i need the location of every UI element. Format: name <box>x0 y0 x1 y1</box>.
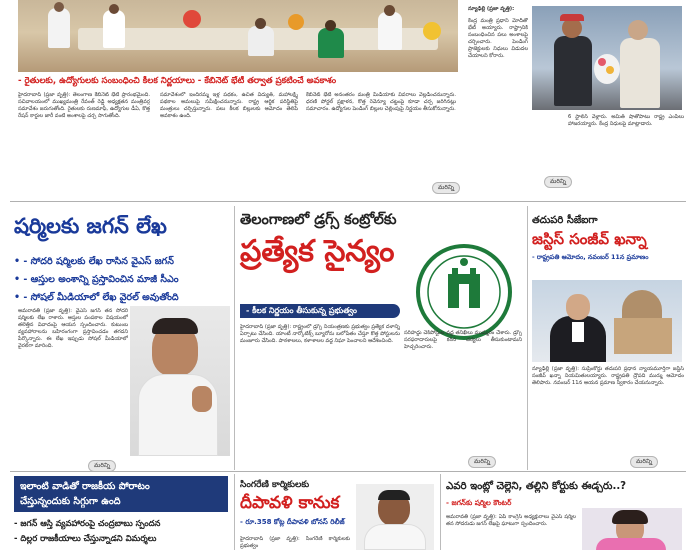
drugs-title-line2: ప్రత్యేక సైన్యం <box>240 234 395 269</box>
sharmila-bullet-3: • - సోషల్ మీడియాలో లేఖ వైరల్ అవుతోంది <box>14 292 179 305</box>
sharmila-title: షర్మిలకు జగన్ లేఖ <box>14 214 167 238</box>
telangana-seal <box>404 240 524 340</box>
justice-more-button[interactable]: మరిన్ని <box>630 456 658 468</box>
cabinet-story-col2: సమావేశంలో ఇందిరమ్మ ఇళ్ల పథకం, ఉచిత విద్యుత్, మహాలక్ష్మి పథకాల అమలుపై సమీక్షించనున్నారు. రాష్ట్ర ఆర్థిక పరిస్థితిపై మంత్రులు చర్చిస్తున్నారు. పలు కీలక బిల్లులకు ఆమోదం తెలిపే అవకాశం ఉంది. <box>160 92 298 119</box>
chandrababu-bullet-2: - దిల్లర రాజకీయాలు చేస్తున్నాడని విమర్శలు <box>14 533 157 543</box>
justice-subline: - రాష్ట్రపతి ఆమోదం, నవంబర్ 11న ప్రమాణం <box>532 253 649 261</box>
modi-meeting-photo <box>532 6 682 110</box>
singareni-minister-photo <box>356 484 434 550</box>
modi-caption: 6 స్టాలిన్ వెళ్లారు. అమిత్ షాతోపాటు రాష్ట్ర ఎంపీలు హాజరయ్యారు. కేంద్ర నిధులపై మాట్లాడారు. <box>568 114 684 127</box>
jagan-photo <box>130 306 230 456</box>
chandrababu-title <box>14 476 228 512</box>
modi-more-button[interactable]: మరిన్ని <box>544 176 572 188</box>
singareni-title: దీపావళి కానుక <box>240 493 340 513</box>
drugs-side-text: సరిహద్దు చెక్‌పోస్టుల వద్ద తనిఖీలు ముమ్మరం చేశారు. డ్రగ్స్ సరఫరాదారులపై కఠిన చర్యలు తీసుకుంటామని హెచ్చరించారు. <box>404 330 522 350</box>
justice-story-text: న్యూఢిల్లీ (ప్రజా వృత్తి): సుప్రీంకోర్టు తదుపరి ప్రధాన న్యాయమూర్తిగా జస్టిస్ సంజీవ్ ఖన్నా నియమితులయ్యారు. రాష్ట్రపతి ద్రౌపది ముర్ము ఆమోదం తెలిపారు. నవంబర్ 11న ఆయన ప్రమాణ స్వీకారం చేయనున్నారు. <box>532 366 684 386</box>
sharmila-counter-text: అమరావతి (ప్రజా వృత్తి): ఏపీ కాంగ్రెస్ అధ్యక్షురాలు వైఎస్ షర్మిల తన సోదరుడు జగన్ లేఖపై ఘాటుగా స్పందించారు. <box>446 514 576 527</box>
sharmila-more-button[interactable]: మరిన్ని <box>88 460 116 472</box>
sharmila-bullet-2: • - ఆస్తుల అంశాన్ని ప్రస్తావించిన మాజీ సీఎం <box>14 274 179 287</box>
section-divider-bottom <box>10 471 686 472</box>
modi-dateline: న్యూఢిల్లీ (ప్రజా వృత్తి): <box>468 6 515 12</box>
section-divider-top <box>10 201 686 202</box>
drugs-more-button[interactable]: మరిన్ని <box>468 456 496 468</box>
chandrababu-title-line1: ఇలాంటి వాడితో రాజకీయ పోరాటం <box>20 481 150 492</box>
sharmila-counter-title: ఎవరి ఇంట్లో చెల్లెని, తల్లిని కోర్టుకు ఈడ్చరు..? <box>446 481 627 492</box>
chandrababu-title-line2: చేస్తున్నందుకు సిగ్గుగా ఉంది <box>20 496 121 507</box>
col-divider-1 <box>234 206 235 470</box>
drugs-story-text: హైదరాబాద్ (ప్రజా వృత్తి): రాష్ట్రంలో డ్రగ్స్ నియంత్రణకు ప్రభుత్వం ప్రత్యేక దళాన్ని ఏర్పాటు చేసింది. యాంటీ నార్కోటిక్స్ బ్యూరోను బలోపేతం చేస్తూ కొత్త పోస్టులను మంజూరు చేసింది. పాఠశాలలు, కళాశాలల వద్ద నిఘా పెంచాలని ఆదేశించింది. <box>240 324 400 344</box>
singareni-bullet: - రూ.358 కోట్ల దీపావళి బోనస్ రిలీజ్ <box>240 518 345 526</box>
sharmila-bullet-1: • - సోదరి షర్మిలకు లేఖ రాసిన వైఎస్ జగన్ <box>14 256 174 269</box>
sharmila-counter-bullet: - జగన్‌కు షర్మిల కౌంటర్ <box>446 498 512 507</box>
justice-kicker: తదుపరి సీజేఐగా <box>532 215 598 226</box>
justice-title: జస్టిస్ సంజీవ్ ఖన్నా <box>532 230 647 248</box>
sharmila-photo <box>582 508 682 550</box>
sharmila-story-text: అమరావతి (ప్రజా వృత్తి): వైఎస్ జగన్ తన సోదరి షర్మిలకు లేఖ రాశారు. ఆస్తుల పంపకాల విషయంలో తలెత్తిన వివాదంపై ఆయన స్పందించారు. కుటుంబ వ్యవహారాలను బహిరంగంగా ప్రస్తావించడం తగదని పేర్కొన్నారు. ఈ లేఖ ఇప్పుడు సోషల్ మీడియాలో వైరల్‌గా మారింది. <box>18 308 128 349</box>
chandrababu-bullet-1: - జగన్ ఆస్తి వ్యవహారంపై చంద్రబాబు స్పందన <box>14 518 161 528</box>
singareni-kicker: సింగరేణి కార్మికులకు <box>240 480 310 490</box>
drugs-title-line1: తెలంగాణలో డ్రగ్స్ కంట్రోల్‌కు <box>240 212 397 228</box>
col-divider-2 <box>527 206 528 470</box>
col-divider-3 <box>234 474 235 550</box>
cabinet-meeting-photo <box>18 0 458 72</box>
cabinet-more-button[interactable]: మరిన్ని <box>432 182 460 194</box>
justice-photo <box>532 280 682 362</box>
cabinet-story-col3: కేబినెట్ భేటీ అనంతరం మంత్రి మీడియాకు వివరాలు వెల్లడించనున్నారు. ధరణి పోర్టల్ ప్రక్షాళన, కొత్త రెవెన్యూ చట్టంపై కూడా చర్చ జరిగినట్లు సమాచారం. ఉద్యోగుల పెండింగ్ బిల్లుల చెల్లింపుపై నిర్ణయం తీసుకోనున్నారు. <box>306 92 456 112</box>
singareni-text: హైదరాబాద్ (ప్రజా వృత్తి): సింగరేణి కార్మికులకు ప్రభుత్వం <box>240 536 350 549</box>
cabinet-story-col1: హైదరాబాద్ (ప్రజా వృత్తి): తెలంగాణ కేబినెట్ భేటీ ప్రారంభమైంది. సచివాలయంలో ముఖ్యమంత్రి రేవంత్ రెడ్డి అధ్యక్షతన మంత్రివర్గ సమావేశం జరుగుతోంది. రైతులకు రుణమాఫీ, ఉద్యోగుల డీఏ, కొత్త రేషన్ కార్డుల జారీ వంటి అంశాలపై చర్చ సాగుతోంది. <box>18 92 150 119</box>
col-divider-4 <box>440 474 441 550</box>
drugs-subbar: - కీలక నిర్ణయం తీసుకున్న ప్రభుత్వం <box>240 304 400 318</box>
modi-story-text: కేంద్ర మంత్రి ప్రధాని మోదీతో భేటీ అయ్యారు. రాష్ట్రానికి సంబంధించిన పలు అంశాలపై చర్చించారు. పెండింగ్ ప్రాజెక్టులకు నిధులు విడుదల చేయాలని కోరారు. <box>468 18 528 59</box>
cabinet-headline: - రైతులకు, ఉద్యోగులకు సంబంధించి కీలక నిర్ణయాలు - కేబినెట్ భేటీ తర్వాత ప్రకటించే అవకాశం <box>18 76 337 86</box>
